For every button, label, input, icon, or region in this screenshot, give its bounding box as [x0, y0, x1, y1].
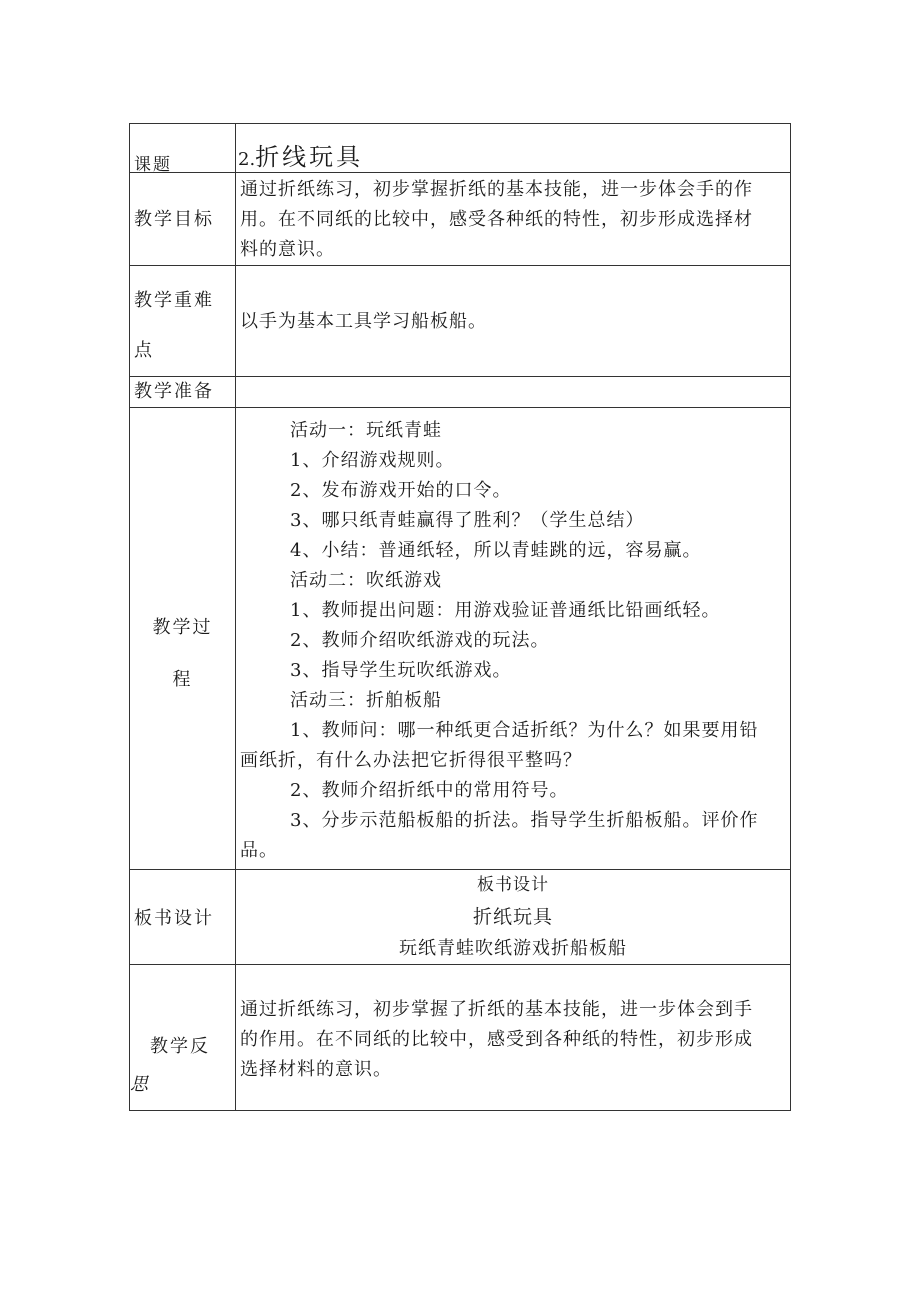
reflection-label-cell	[130, 965, 236, 1111]
process-line: 3、指导学生玩吹纸游戏。	[290, 660, 512, 681]
goal-text	[236, 173, 790, 265]
process-label	[130, 408, 235, 706]
key-points-row	[130, 266, 791, 377]
preparation-label: 教学准备	[134, 381, 214, 402]
process-lines	[236, 408, 790, 866]
process-line: 活动一：玩纸青蛙	[290, 420, 442, 441]
goal-line: 料的意识。	[240, 239, 335, 260]
goal-label: 教学目标	[134, 209, 214, 230]
key-points-label-line2: 点	[134, 340, 154, 361]
process-line: 1、教师提出问题：用游戏验证普通纸比铅画纸轻。	[290, 600, 721, 621]
board-label-cell	[130, 870, 236, 965]
preparation-value-cell	[236, 377, 791, 408]
title-value-cell	[236, 124, 791, 173]
goal-line: 通过折纸练习，初步掌握折纸的基本技能，进一步体会手的作	[240, 179, 753, 200]
reflection-line: 的作用。在不同纸的比较中，感受到各种纸的特性，初步形成	[240, 1029, 753, 1050]
process-line: 画纸折，有什么办法把它折得很平整吗？	[240, 750, 582, 771]
process-line: 活动三：折舶板船	[290, 690, 442, 711]
process-line: 1、教师问：哪一种纸更合适折纸？为什么？如果要用铅	[290, 720, 759, 741]
title-row	[130, 124, 791, 173]
board-label: 板书设计	[134, 908, 214, 929]
lesson-number: 2.	[238, 149, 256, 170]
process-label-cell	[130, 408, 236, 870]
board-value-cell	[236, 870, 791, 965]
preparation-label-cell	[130, 377, 236, 408]
process-line: 活动二：吹纸游戏	[290, 570, 442, 591]
lesson-title-text: 折线玩具	[255, 143, 364, 171]
process-label-line1: 教学过	[152, 617, 213, 638]
title-label: 课题	[134, 155, 172, 175]
process-label-line2: 程	[172, 669, 193, 690]
goal-row	[130, 173, 791, 266]
process-line: 3、哪只纸青蛙赢得了胜利？（学生总结）	[290, 510, 645, 531]
board-title: 折纸玩具	[472, 906, 553, 928]
preparation-text	[236, 377, 790, 379]
process-line: 1、介绍游戏规则。	[290, 450, 455, 471]
goal-value-cell	[236, 173, 791, 266]
title-label-cell	[130, 124, 236, 173]
process-line: 3、分步示范船板船的折法。指导学生折船板船。评价作	[290, 810, 759, 831]
process-value-cell	[236, 408, 791, 870]
reflection-row	[130, 965, 791, 1111]
process-line: 品。	[240, 840, 278, 861]
key-points-label	[130, 266, 235, 376]
board-content: 玩纸青蛙吹纸游戏折船板船	[399, 938, 627, 959]
process-line: 2、教师介绍吹纸游戏的玩法。	[290, 630, 550, 651]
process-row	[130, 408, 791, 870]
board-row	[130, 870, 791, 965]
goal-label-cell	[130, 173, 236, 266]
process-line: 2、发布游戏开始的口令。	[290, 480, 512, 501]
process-line: 4、小结：普通纸轻，所以青蛙跳的远，容易赢。	[290, 540, 702, 561]
reflection-label-line1: 教学反	[150, 1036, 210, 1057]
key-points-value-cell	[236, 266, 791, 377]
key-points-label-line1: 教学重难	[134, 290, 214, 311]
reflection-value-cell	[236, 965, 791, 1111]
preparation-row	[130, 377, 791, 408]
reflection-line: 选择材料的意识。	[240, 1059, 392, 1080]
key-points-label-cell	[130, 266, 236, 377]
board-heading: 板书设计	[477, 875, 549, 895]
reflection-label	[130, 965, 235, 1101]
lesson-title	[238, 143, 363, 171]
reflection-label-line2: 思	[130, 1074, 150, 1095]
reflection-text	[236, 965, 790, 1085]
key-points-text: 以手为基本工具学习船板船。	[240, 311, 487, 332]
reflection-line: 通过折纸练习，初步掌握了折纸的基本技能，进一步体会到手	[240, 999, 753, 1020]
lesson-plan-table	[129, 123, 791, 1111]
goal-line: 用。在不同纸的比较中，感受各种纸的特性，初步形成选择材	[240, 209, 753, 230]
process-line: 2、教师介绍折纸中的常用符号。	[290, 780, 569, 801]
